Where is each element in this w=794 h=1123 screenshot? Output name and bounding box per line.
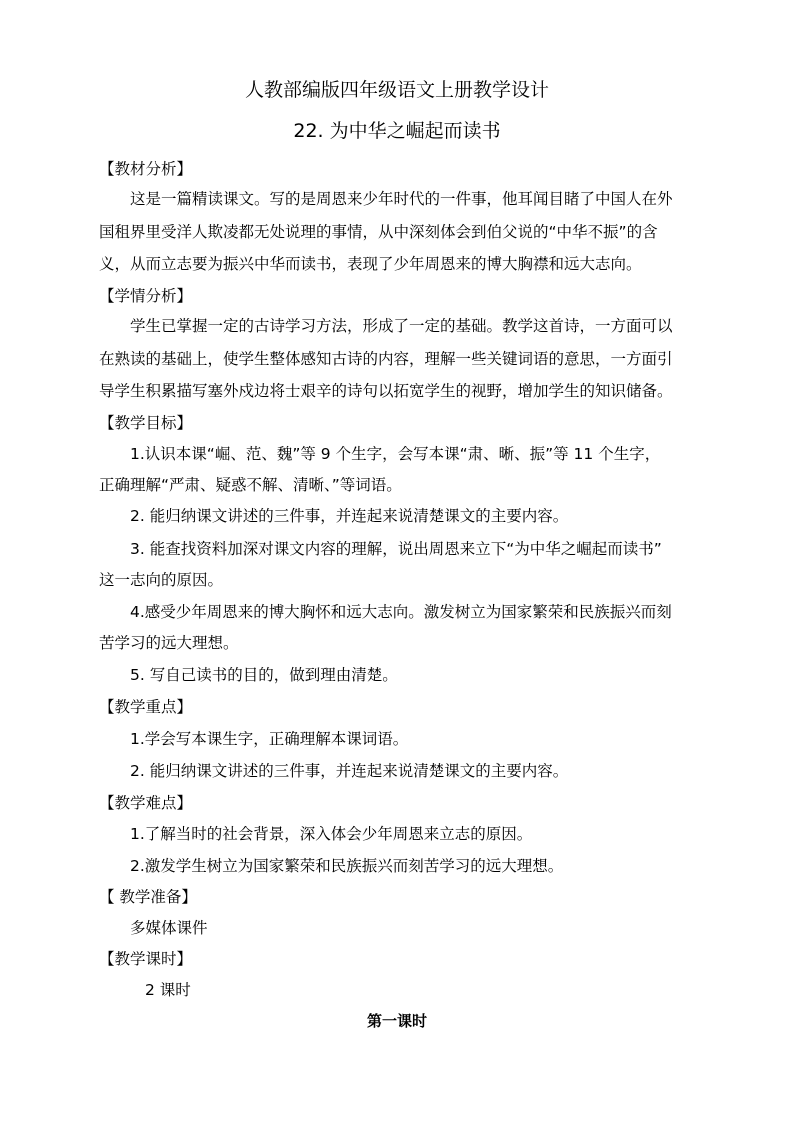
section-heading-keypoints: 【教学重点】 — [99, 698, 193, 716]
goal-line: 苦学习的远大理想。 — [99, 634, 239, 652]
section-heading-textbook: 【教材分析】 — [99, 160, 193, 178]
keypoint-line: 1.学会写本课生字，正确理解本课词语。 — [130, 730, 409, 748]
paragraph-line: 国租界里受洋人欺凌都无处说理的事情，从中深刻体会到伯父说的“中华不振”的含 — [99, 223, 658, 241]
paragraph-line: 学生已掌握一定的古诗学习方法，形成了一定的基础。教学这首诗，一方面可以 — [130, 317, 673, 335]
goal-line: 1.认识本课“崛、范、魏”等 9 个生字，会写本课“肃、晰、振”等 11 个生字， — [130, 445, 661, 463]
paragraph-line: 导学生积累描写塞外戍边将士艰辛的诗句以拓宽学生的视野，增加学生的知识储备。 — [99, 382, 673, 400]
paragraph-line: 义，从而立志要为振兴中华而读书，表现了少年周恩来的博大胸襟和远大志向。 — [99, 255, 642, 273]
preparation-line: 多媒体课件 — [130, 919, 208, 937]
lesson-heading: 第一课时 — [366, 1012, 427, 1030]
goal-line: 正确理解“严肃、疑惑不解、清晰、”等词语。 — [99, 476, 402, 494]
section-heading-difficulties: 【教学难点】 — [99, 794, 193, 812]
difficulty-line: 2.激发学生树立为国家繁荣和民族振兴而刻苦学习的远大理想。 — [130, 857, 564, 875]
keypoint-line: 2. 能归纳课文讲述的三件事，并连起来说清楚课文的主要内容。 — [130, 762, 569, 780]
paragraph-line: 这是一篇精读课文。写的是周恩来少年时代的一件事，他耳闻目睹了中国人在外 — [130, 190, 673, 208]
document-title: 人教部编版四年级语文上册教学设计 — [244, 79, 549, 101]
difficulty-line: 1.了解当时的社会背景，深入体会少年周恩来立志的原因。 — [130, 825, 533, 843]
goal-line: 5. 写自己读书的目的，做到理由清楚。 — [130, 666, 398, 684]
section-heading-preparation: 【 教学准备】 — [99, 888, 197, 906]
goal-line: 2. 能归纳课文讲述的三件事，并连起来说清楚课文的主要内容。 — [130, 507, 569, 525]
goal-line: 这一志向的原因。 — [99, 571, 224, 589]
section-heading-goals: 【教学目标】 — [99, 414, 193, 432]
paragraph-line: 在熟读的基础上，使学生整体感知古诗的内容，理解一些关键词语的意思，一方面引 — [99, 350, 673, 368]
goal-line: 4.感受少年周恩来的博大胸怀和远大志向。激发树立为国家繁荣和民族振兴而刻 — [130, 603, 672, 621]
lesson-title: 22. 为中华之崛起而读书 — [293, 120, 501, 142]
section-heading-learner: 【学情分析】 — [99, 287, 193, 305]
goal-line: 3. 能查找资料加深对课文内容的理解，说出周恩来立下“为中华之崛起而读书” — [130, 540, 662, 558]
section-heading-hours: 【教学课时】 — [99, 950, 193, 968]
hours-line: 2 课时 — [145, 981, 191, 999]
